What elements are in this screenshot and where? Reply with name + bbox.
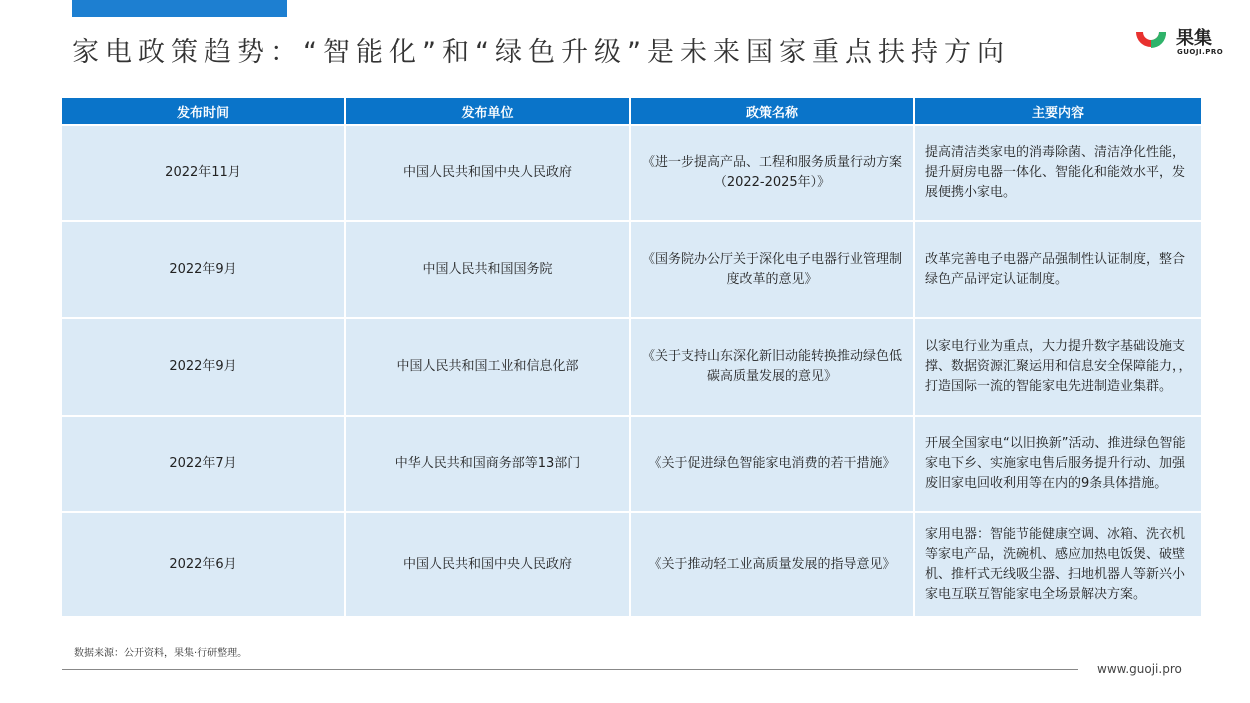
header-date: 发布时间: [62, 98, 346, 124]
cell-policy-name: 《关于推动轻工业高质量发展的指导意见》: [631, 511, 915, 616]
cell-policy-name: 《国务院办公厅关于深化电子电器行业管理制度改革的意见》: [631, 220, 915, 317]
cell-date: 2022年7月: [62, 415, 346, 511]
policy-table: [62, 98, 1201, 616]
cell-unit: 中国人民共和国中央人民政府: [346, 511, 631, 616]
table-row: [62, 415, 1201, 511]
table-header-row: [62, 98, 1201, 124]
data-source-note: 数据来源：公开资料，果集·行研整理。: [74, 648, 248, 659]
cell-content: 家用电器：智能节能健康空调、冰箱、洗衣机等家电产品，洗碗机、感应加热电饭煲、破壁机、推杆式无线吸尘器、扫地机器人等新兴小家电互联互智能家电全场景解决方案。: [915, 511, 1201, 616]
brand-logo: [1133, 24, 1233, 64]
website-link[interactable]: www.guoji.pro: [1097, 662, 1182, 676]
cell-date: 2022年9月: [62, 220, 346, 317]
page-title: 家电政策趋势：“智能化”和“绿色升级”是未来国家重点扶持方向: [72, 37, 1010, 68]
logo-name: 果集: [1176, 28, 1212, 49]
cell-content: 改革完善电子电器产品强制性认证制度，整合绿色产品评定认证制度。: [915, 220, 1201, 317]
header-unit: 发布单位: [346, 98, 631, 124]
cell-policy-name: 《关于支持山东深化新旧动能转换推动绿色低碳高质量发展的意见》: [631, 317, 915, 415]
cell-policy-name: 《进一步提高产品、工程和服务质量行动方案（2022-2025年）》: [631, 124, 915, 220]
table-row: [62, 124, 1201, 220]
cell-content: 开展全国家电“以旧换新”活动、推进绿色智能家电下乡、实施家电售后服务提升行动、加强废旧家电回收利用等在内的9条具体措施。: [915, 415, 1201, 511]
cell-date: 2022年9月: [62, 317, 346, 415]
cell-content: 提高清洁类家电的消毒除菌、清洁净化性能，提升厨房电器一体化、智能化和能效水平，发展便携小家电。: [915, 124, 1201, 220]
cell-unit: 中华人民共和国商务部等13部门: [346, 415, 631, 511]
cell-content: 以家电行业为重点，大力提升数字基础设施支撑、数据资源汇聚运用和信息安全保障能力，，打造国际一流的智能家电先进制造业集群。: [915, 317, 1201, 415]
accent-bar: [72, 0, 287, 17]
header-policy-name: 政策名称: [631, 98, 915, 124]
cell-policy-name: 《关于促进绿色智能家电消费的若干措施》: [631, 415, 915, 511]
cell-unit: 中国人民共和国国务院: [346, 220, 631, 317]
logo-subtitle: GUOJI.PRO: [1177, 48, 1224, 56]
cell-unit: 中国人民共和国中央人民政府: [346, 124, 631, 220]
table-row: [62, 511, 1201, 616]
table-row: [62, 220, 1201, 317]
cell-unit: 中国人民共和国工业和信息化部: [346, 317, 631, 415]
footer-divider: [62, 669, 1078, 670]
guoji-logo-icon: [1133, 26, 1169, 56]
cell-date: 2022年6月: [62, 511, 346, 616]
header-content: 主要内容: [915, 98, 1201, 124]
table-row: [62, 317, 1201, 415]
cell-date: 2022年11月: [62, 124, 346, 220]
